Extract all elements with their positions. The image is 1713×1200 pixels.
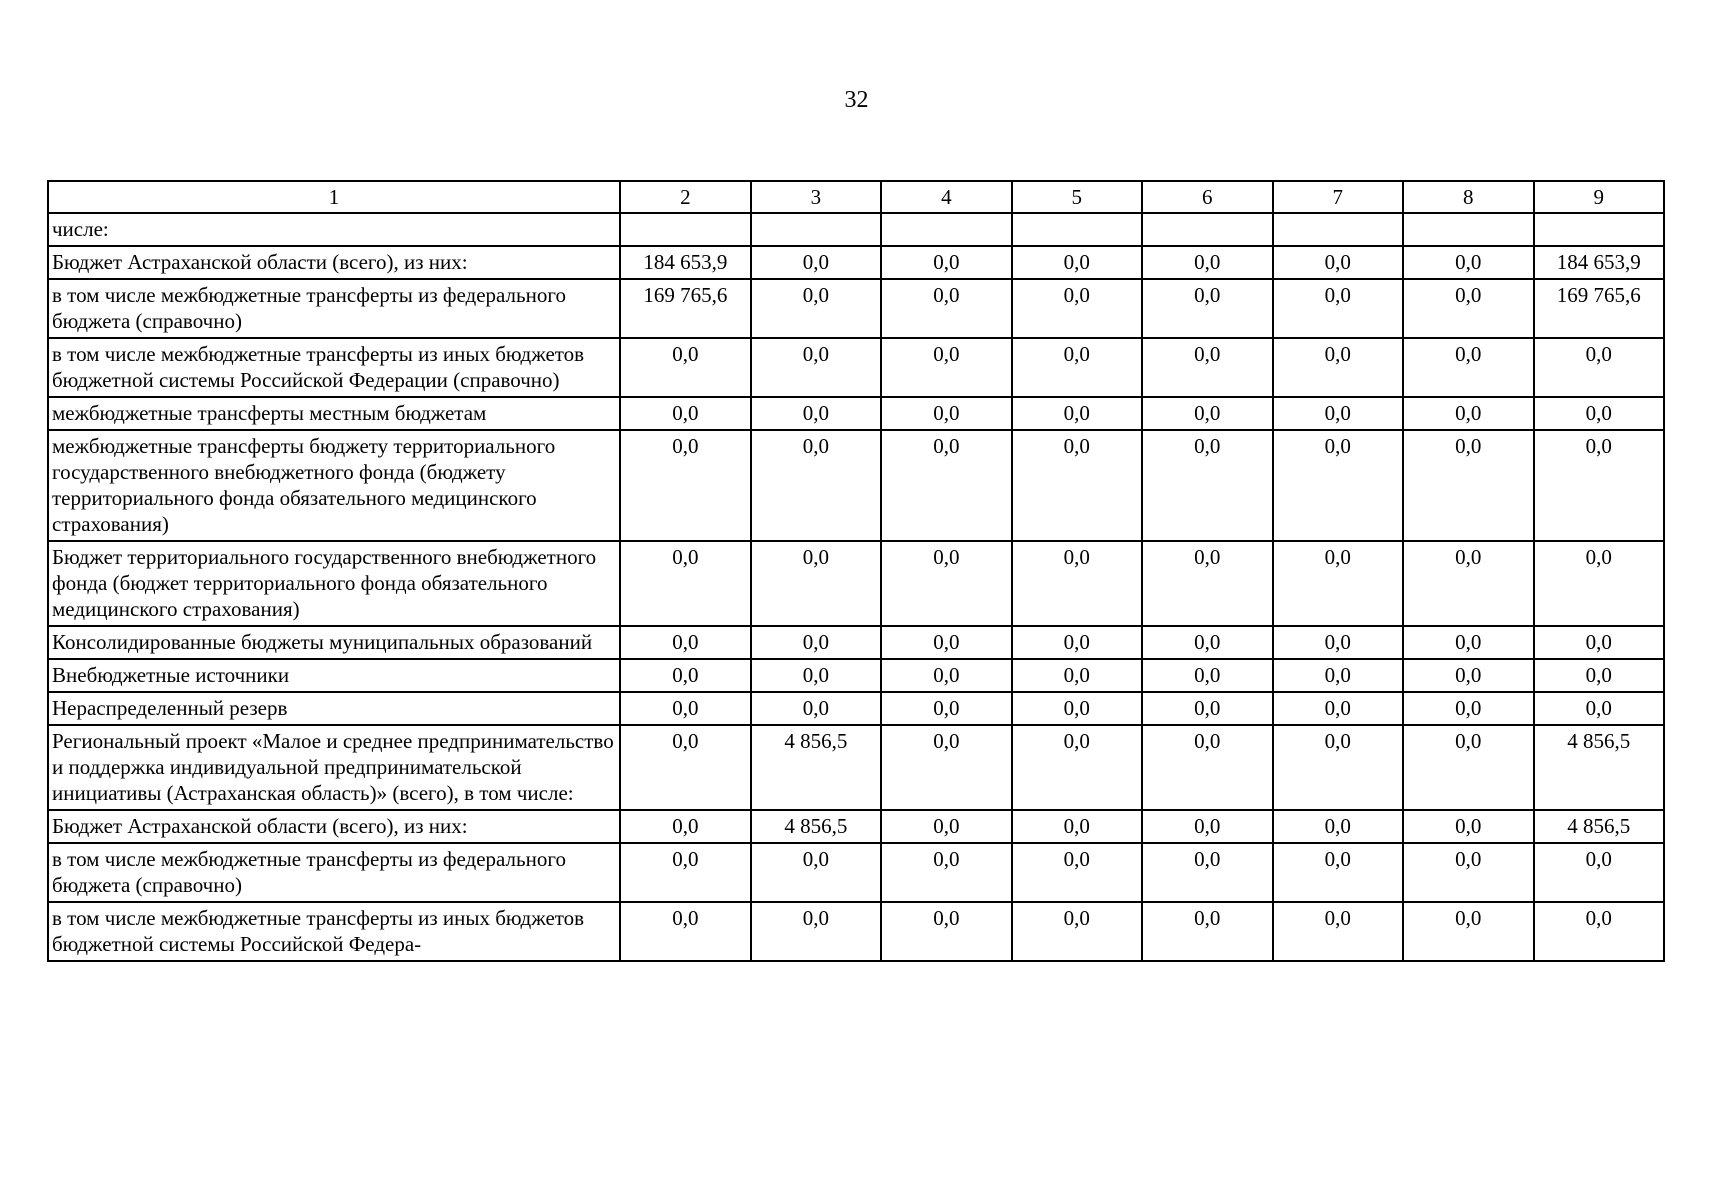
page-number: 32 (844, 87, 869, 113)
value-cell: 0,0 (1142, 692, 1272, 725)
row-label: в том числе межбюджетные трансферты из федерального бюджета (справочно) (48, 279, 620, 338)
value-cell: 0,0 (751, 430, 881, 541)
value-cell: 0,0 (1534, 338, 1665, 397)
value-cell: 0,0 (1534, 397, 1665, 430)
value-cell: 0,0 (1142, 246, 1272, 279)
table-row (48, 279, 1664, 338)
value-cell: 0,0 (1142, 810, 1272, 843)
value-cell: 0,0 (1142, 725, 1272, 810)
value-cell: 0,0 (1012, 430, 1142, 541)
value-cell: 0,0 (1142, 902, 1272, 961)
value-cell: 0,0 (1012, 810, 1142, 843)
value-cell: 0,0 (1403, 659, 1533, 692)
value-cell: 0,0 (1534, 692, 1665, 725)
value-cell: 0,0 (1012, 626, 1142, 659)
value-cell: 4 856,5 (1534, 725, 1665, 810)
row-label: межбюджетные трансферты местным бюджетам (48, 397, 620, 430)
value-cell: 0,0 (1012, 843, 1142, 902)
value-cell: 0,0 (751, 246, 881, 279)
table-row (48, 626, 1664, 659)
table-body (48, 213, 1664, 961)
row-label: числе: (48, 213, 620, 246)
column-header: 2 (620, 181, 750, 213)
value-cell: 0,0 (751, 397, 881, 430)
column-header: 9 (1534, 181, 1665, 213)
value-cell: 0,0 (1012, 902, 1142, 961)
column-header: 1 (48, 181, 620, 213)
value-cell: 0,0 (1273, 725, 1403, 810)
value-cell: 0,0 (1273, 246, 1403, 279)
value-cell: 0,0 (1403, 279, 1533, 338)
value-cell: 0,0 (1273, 692, 1403, 725)
row-label: Нераспределенный резерв (48, 692, 620, 725)
value-cell (881, 213, 1011, 246)
value-cell: 0,0 (1273, 659, 1403, 692)
value-cell: 0,0 (1273, 430, 1403, 541)
value-cell: 0,0 (881, 692, 1011, 725)
table-row (48, 902, 1664, 961)
value-cell (751, 213, 881, 246)
value-cell: 0,0 (881, 725, 1011, 810)
value-cell: 0,0 (1142, 541, 1272, 626)
value-cell: 0,0 (881, 397, 1011, 430)
table-row (48, 246, 1664, 279)
value-cell: 0,0 (1273, 810, 1403, 843)
column-header: 6 (1142, 181, 1272, 213)
value-cell: 0,0 (620, 692, 750, 725)
table-row (48, 810, 1664, 843)
value-cell: 0,0 (751, 902, 881, 961)
value-cell: 0,0 (620, 659, 750, 692)
value-cell: 0,0 (1403, 902, 1533, 961)
row-label: в том числе межбюджетные трансферты из федерального бюджета (справочно) (48, 843, 620, 902)
table-row (48, 725, 1664, 810)
value-cell (1273, 213, 1403, 246)
value-cell: 0,0 (1012, 279, 1142, 338)
value-cell: 4 856,5 (1534, 810, 1665, 843)
value-cell (1403, 213, 1533, 246)
value-cell: 0,0 (1012, 338, 1142, 397)
value-cell: 0,0 (1142, 338, 1272, 397)
value-cell: 0,0 (1012, 397, 1142, 430)
value-cell: 0,0 (1273, 541, 1403, 626)
value-cell: 0,0 (1012, 541, 1142, 626)
table-row (48, 213, 1664, 246)
value-cell: 0,0 (1534, 843, 1665, 902)
value-cell: 0,0 (1403, 397, 1533, 430)
value-cell: 0,0 (1403, 843, 1533, 902)
value-cell: 0,0 (751, 279, 881, 338)
row-label: Бюджет Астраханской области (всего), из них: (48, 246, 620, 279)
value-cell: 0,0 (881, 626, 1011, 659)
value-cell: 0,0 (1403, 810, 1533, 843)
value-cell: 0,0 (620, 810, 750, 843)
table-row (48, 692, 1664, 725)
row-label: Консолидированные бюджеты муниципальных образований (48, 626, 620, 659)
value-cell: 0,0 (881, 659, 1011, 692)
value-cell: 0,0 (620, 397, 750, 430)
column-header: 8 (1403, 181, 1533, 213)
value-cell: 184 653,9 (620, 246, 750, 279)
column-header: 5 (1012, 181, 1142, 213)
table-row (48, 659, 1664, 692)
column-header: 3 (751, 181, 881, 213)
value-cell: 0,0 (1273, 338, 1403, 397)
value-cell: 0,0 (1403, 246, 1533, 279)
row-label: Бюджет Астраханской области (всего), из них: (48, 810, 620, 843)
value-cell: 0,0 (620, 338, 750, 397)
value-cell: 0,0 (881, 843, 1011, 902)
value-cell: 0,0 (1142, 659, 1272, 692)
value-cell: 0,0 (881, 338, 1011, 397)
value-cell: 0,0 (620, 541, 750, 626)
table-row (48, 338, 1664, 397)
row-label: Региональный проект «Малое и среднее предпринимательство и поддержка индивидуальной предпринимательской инициативы (Астраханская область)» (всего), в том числе: (48, 725, 620, 810)
value-cell: 0,0 (751, 659, 881, 692)
value-cell: 0,0 (620, 725, 750, 810)
value-cell: 0,0 (881, 279, 1011, 338)
value-cell: 0,0 (881, 246, 1011, 279)
value-cell: 0,0 (881, 541, 1011, 626)
value-cell: 0,0 (620, 626, 750, 659)
value-cell: 0,0 (1142, 430, 1272, 541)
value-cell: 0,0 (620, 430, 750, 541)
value-cell: 0,0 (1012, 725, 1142, 810)
value-cell: 0,0 (1012, 659, 1142, 692)
column-header: 4 (881, 181, 1011, 213)
table-row (48, 541, 1664, 626)
value-cell: 0,0 (1012, 246, 1142, 279)
value-cell: 0,0 (751, 692, 881, 725)
value-cell: 0,0 (1534, 626, 1665, 659)
value-cell: 0,0 (1273, 626, 1403, 659)
value-cell: 0,0 (1142, 626, 1272, 659)
row-label: Внебюджетные источники (48, 659, 620, 692)
value-cell: 0,0 (1273, 843, 1403, 902)
value-cell (1012, 213, 1142, 246)
value-cell: 0,0 (1403, 725, 1533, 810)
value-cell: 0,0 (1534, 659, 1665, 692)
column-header: 7 (1273, 181, 1403, 213)
value-cell: 0,0 (1403, 430, 1533, 541)
value-cell: 0,0 (751, 843, 881, 902)
value-cell: 0,0 (1142, 843, 1272, 902)
row-label: в том числе межбюджетные трансферты из иных бюджетов бюджетной системы Российской Федерации (справочно) (48, 338, 620, 397)
value-cell: 0,0 (751, 541, 881, 626)
value-cell: 0,0 (1534, 430, 1665, 541)
value-cell (620, 213, 750, 246)
table-row (48, 430, 1664, 541)
value-cell: 0,0 (1012, 692, 1142, 725)
value-cell: 0,0 (1142, 397, 1272, 430)
value-cell: 0,0 (881, 902, 1011, 961)
value-cell: 0,0 (751, 338, 881, 397)
value-cell: 4 856,5 (751, 725, 881, 810)
value-cell: 0,0 (1273, 397, 1403, 430)
value-cell: 0,0 (1403, 626, 1533, 659)
value-cell: 169 765,6 (620, 279, 750, 338)
value-cell (1534, 213, 1665, 246)
value-cell: 0,0 (881, 810, 1011, 843)
value-cell: 4 856,5 (751, 810, 881, 843)
value-cell: 0,0 (1403, 692, 1533, 725)
value-cell: 0,0 (881, 430, 1011, 541)
value-cell: 0,0 (1142, 279, 1272, 338)
value-cell: 0,0 (1534, 902, 1665, 961)
value-cell: 0,0 (751, 626, 881, 659)
table-header-row (48, 181, 1664, 213)
value-cell: 0,0 (1273, 902, 1403, 961)
value-cell: 0,0 (620, 843, 750, 902)
value-cell: 184 653,9 (1534, 246, 1665, 279)
value-cell (1142, 213, 1272, 246)
value-cell: 0,0 (620, 902, 750, 961)
budget-table (47, 180, 1665, 962)
value-cell: 0,0 (1403, 338, 1533, 397)
table-row (48, 397, 1664, 430)
value-cell: 169 765,6 (1534, 279, 1665, 338)
row-label: Бюджет территориального государственного внебюджетного фонда (бюджет территориального фонда обязательного медицинского страхования) (48, 541, 620, 626)
value-cell: 0,0 (1403, 541, 1533, 626)
row-label: в том числе межбюджетные трансферты из иных бюджетов бюджетной системы Российской Федера- (48, 902, 620, 961)
value-cell: 0,0 (1534, 541, 1665, 626)
table-row (48, 843, 1664, 902)
value-cell: 0,0 (1273, 279, 1403, 338)
row-label: межбюджетные трансферты бюджету территориального государственного внебюджетного фонда (бюджету территориального фонда обязательного медицинского страхования) (48, 430, 620, 541)
